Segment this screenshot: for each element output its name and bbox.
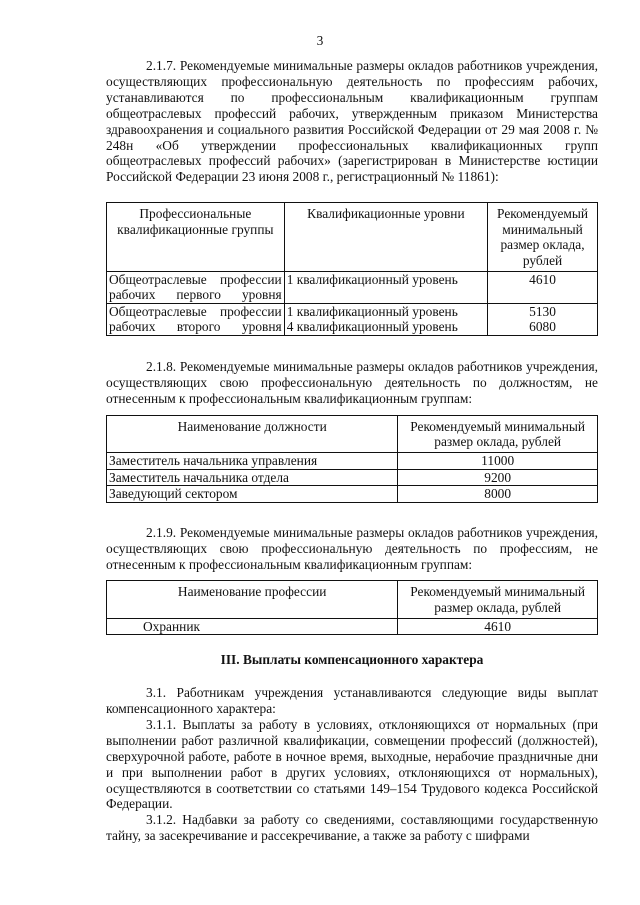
table-header-row — [107, 203, 598, 271]
paragraph-3-1-2: 3.1.2. Надбавки за работу со сведениями, составляющими государственную тайну, за засекречивание и рассекречивание, а также за работу с шифрами — [106, 812, 598, 844]
header-salary: Рекомендуемый минимальный размер оклада, рублей — [398, 581, 598, 618]
professions-salary-table — [106, 580, 598, 635]
table-row — [107, 303, 598, 335]
paragraph-2-1-9: 2.1.9. Рекомендуемые минимальные размеры окладов работников учреждения, осуществляющих свою профессиональную деятельность по профессиям, не отнесенным к профессиональным квалификационным группам: — [106, 524, 598, 572]
table-row — [107, 618, 598, 635]
position-cell: Заместитель начальника управления — [107, 452, 398, 469]
page-number: 3 — [316, 33, 324, 48]
header-groups: Профессиональные квалификационные группы — [107, 203, 285, 271]
paragraph-3-1: 3.1. Работникам учреждения устанавливаются следующие виды выплат компенсационного характера: — [106, 685, 598, 716]
paragraph-2-1-7: 2.1.7. Рекомендуемые минимальные размеры окладов работников учреждения, осуществляющих профессиональную деятельность по профессиям рабочих, устанавливаются по профессиональным квалификационным группам общеотраслевых профессий рабочих, утвержденным приказом Министерства здравоохранения и социального развития Российской Федерации от 29 мая 2008 г. № 248н «Об утверждении профессиональных квалификационных групп общеотраслевых профессий рабочих» (зарегистрирован в Министерстве юстиции Российской Федерации 23 июня 2008 г., регистрационный № 11861): — [106, 58, 598, 185]
level-cell: 1 квалификационный уровень — [284, 271, 487, 303]
profession-cell: Охранник — [107, 618, 398, 635]
header-position-name: Наименование должности — [107, 415, 398, 452]
paragraph-2-1-8: 2.1.8. Рекомендуемые минимальные размеры окладов работников учреждения, осуществляющих свою профессиональную деятельность по должностям, не отнесенным к профессиональным квалификационным группам: — [106, 359, 598, 406]
table-row — [107, 271, 598, 303]
level-line: 4 квалификационный уровень — [286, 319, 458, 335]
salary-line: 5130 — [529, 303, 556, 319]
section-title: III. Выплаты компенсационного характера — [220, 652, 484, 668]
document-body — [106, 58, 598, 844]
salary-cell: 8000 — [398, 486, 598, 503]
table-header-row — [107, 581, 598, 618]
table-row — [107, 452, 598, 469]
header-salary: Рекомендуемый минимальный размер оклада, рублей — [398, 415, 598, 452]
position-cell: Заведующий сектором — [107, 486, 398, 503]
paragraph-3-1-1: 3.1.1. Выплаты за работу в условиях, отклоняющихся от нормальных (при выполнении работ различной квалификации, совмещении профессий (должностей), сверхурочной работе, работе в ночное время, выходные, нерабочие праздничные дни и при выполнении работ в других условиях, отклоняющихся от нормальных), осуществляются в соответствии со статьями 149–154 Трудового кодекса Российской Федерации. — [106, 716, 598, 812]
position-cell: Заместитель начальника отдела — [107, 469, 398, 486]
workers-salary-table — [106, 202, 598, 336]
table-row — [107, 486, 598, 503]
group-cell: Общеотраслевые профессии рабочих первого уровня — [107, 271, 285, 303]
header-salary: Рекомендуемый минимальный размер оклада, рублей — [488, 203, 598, 271]
table-header-row — [107, 415, 598, 452]
salary-cell: 11000 — [398, 452, 598, 469]
salary-cell: 9200 — [398, 469, 598, 486]
positions-salary-table — [106, 415, 598, 503]
salary-cell: 4610 — [488, 271, 598, 303]
group-cell: Общеотраслевые профессии рабочих второго уровня — [107, 303, 285, 335]
header-levels: Квалификационные уровни — [284, 203, 487, 271]
salary-cell — [488, 303, 598, 335]
header-profession-name: Наименование профессии — [107, 581, 398, 618]
salary-cell: 4610 — [398, 618, 598, 635]
level-line: 1 квалификационный уровень — [286, 303, 458, 319]
table-row — [107, 469, 598, 486]
salary-line: 6080 — [529, 319, 556, 335]
level-cell — [284, 303, 487, 335]
